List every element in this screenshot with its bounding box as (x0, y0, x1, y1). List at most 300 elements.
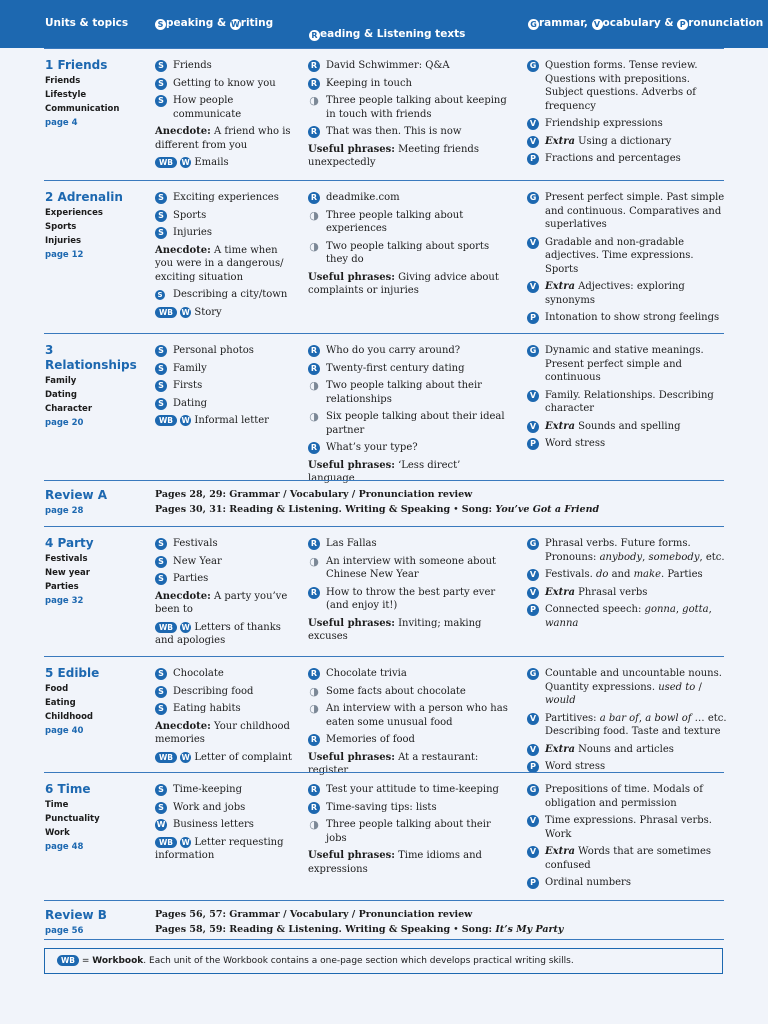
item-text: Describing a city/town (173, 289, 288, 300)
item-text: Time idioms and expressions (308, 850, 482, 875)
vocabulary-icon: V (527, 815, 539, 827)
item-text: Memories of food (326, 734, 415, 745)
review-bullet: • (450, 503, 462, 515)
vocabulary-icon: V (527, 744, 539, 756)
item-text: Emails (194, 157, 229, 168)
item-text: Getting to know you (173, 77, 276, 89)
unit-topic: Childhood (45, 712, 94, 722)
list-item (527, 344, 727, 385)
list-item (308, 667, 508, 681)
item-text: Using a dictionary (574, 135, 672, 147)
speaking-icon: S (155, 95, 167, 107)
pronunciation-icon: P (527, 877, 539, 889)
song-title: You’ve Got a Friend (495, 503, 600, 515)
unit-topic: Injuries (45, 236, 82, 246)
review-info (45, 908, 107, 938)
item-label: Useful phrases: (308, 850, 395, 861)
item-text: Word stress (545, 438, 606, 449)
unit-page: page 40 (45, 726, 84, 736)
list-item (155, 818, 295, 832)
list-item (155, 156, 295, 170)
review-line (155, 503, 599, 518)
list-item (527, 280, 727, 307)
list-item (308, 379, 508, 406)
list-item (155, 125, 295, 152)
list-item (155, 621, 295, 648)
writing-icon: W (181, 307, 190, 317)
item-label: Anecdote: (155, 126, 211, 137)
item-text: A party you’ve been to (155, 590, 288, 615)
unit-info (45, 666, 145, 738)
song-title: It’s My Party (495, 923, 564, 935)
unit-title: 2 Adrenalin (45, 190, 123, 204)
workbook-icon: WB (155, 157, 177, 168)
list-item (155, 306, 295, 320)
item-text: Who do you carry around? (326, 345, 461, 356)
item-text: Some facts about chocolate (326, 685, 466, 697)
v-icon: V (592, 19, 603, 30)
review-pages: Pages 58, 59: (155, 923, 230, 935)
unit-title: 3 Relationships (45, 343, 137, 372)
list-item (155, 590, 295, 617)
speaking-icon: S (155, 556, 167, 568)
s-icon: S (155, 19, 166, 30)
item-text: Two people talking about sports they do (326, 240, 490, 265)
reading-icon: R (308, 442, 320, 454)
list-item (527, 236, 727, 277)
item-text: How people communicate (173, 95, 242, 120)
list-item (527, 814, 727, 841)
list-item (308, 555, 508, 582)
item-text: Fractions and percentages (545, 153, 681, 164)
list-item (155, 720, 295, 747)
speaking-icon: S (155, 573, 167, 585)
review-desc: Grammar / Vocabulary / Pronunciation review (229, 909, 473, 920)
listening-icon: ◑ (309, 818, 319, 831)
reading-icon: R (308, 784, 320, 796)
item-text: A time when you were in a dangerous/ exciting situation (155, 244, 284, 283)
pronunciation-icon: P (527, 153, 539, 165)
item-text: An interview with someone about Chinese New Year (326, 555, 497, 580)
unit-info (45, 536, 145, 608)
list-item (527, 743, 727, 757)
unit-topic: Sports (45, 222, 77, 232)
item-text: deadmike.com (326, 192, 400, 203)
list-item (527, 783, 727, 810)
grammar-icon: G (527, 192, 539, 204)
speaking-icon: S (155, 668, 167, 680)
list-item (308, 586, 508, 613)
item-text: Partitives: a bar of, a bowl of … etc. Describing food. Taste and texture (545, 712, 727, 737)
list-item (527, 568, 727, 582)
pronunciation-icon: P (527, 312, 539, 324)
item-text: Intonation to show strong feelings (545, 312, 720, 323)
grammar-vocab-pron-column (527, 667, 727, 778)
list-item (527, 389, 727, 416)
list-item (308, 685, 508, 699)
list-item (308, 240, 508, 267)
unit-page: page 48 (45, 842, 84, 852)
list-item (308, 209, 508, 236)
list-item (308, 783, 508, 797)
workbook-note: WB = Workbook. Each unit of the Workbook contains a one-page section which develops practical writing skills. (44, 948, 723, 974)
w-icon: W (230, 20, 240, 29)
unit-topic: Friends (45, 76, 81, 86)
list-item (308, 344, 508, 358)
item-text: Connected speech: gonna, gotta, wanna (545, 604, 712, 629)
speaking-icon: S (155, 538, 167, 550)
reading-icon: R (308, 587, 320, 599)
review-page: page 28 (45, 506, 84, 516)
unit-topic: Dating (45, 390, 77, 400)
speaking-writing-column (155, 667, 295, 768)
list-item (155, 397, 295, 411)
writing-icon: W (181, 752, 190, 762)
grammar-vocab-pron-column (527, 191, 727, 329)
speaking-icon: S (155, 345, 167, 357)
vocabulary-icon: V (527, 390, 539, 402)
reading-icon: R (308, 60, 320, 72)
vocabulary-icon: V (527, 587, 539, 599)
item-text: Festivals (173, 538, 218, 549)
review-desc: Reading & Listening. Writing & Speaking (229, 923, 451, 935)
listening-icon: ◑ (309, 702, 319, 715)
item-text: David Schwimmer: Q&A (326, 60, 450, 71)
unit-topic: Work (45, 828, 70, 838)
list-item (155, 209, 295, 223)
header-grammar-vocab-pron: G rammar, V ocabulary & P ronunciation (528, 17, 763, 30)
item-text: Sports (173, 209, 207, 221)
item-text: Three people talking about experiences (326, 209, 464, 234)
list-item (155, 362, 295, 376)
song-label: Song: (461, 923, 496, 935)
list-item (527, 437, 727, 451)
item-text: A friend who is different from you (155, 126, 291, 151)
vocabulary-icon: V (527, 713, 539, 725)
review-bullet: • (450, 923, 462, 935)
item-text: Family. Relationships. Describing character (545, 389, 714, 414)
grammar-vocab-pron-column (527, 344, 727, 455)
listening-icon: ◑ (309, 684, 319, 698)
g-icon: G (528, 19, 539, 30)
workbook-icon: WB (155, 415, 177, 426)
list-item (155, 191, 295, 205)
row-divider (44, 656, 724, 657)
vocabulary-icon: V (527, 569, 539, 581)
vocabulary-icon: V (527, 421, 539, 433)
item-text: Firsts (173, 380, 203, 391)
item-text: Nouns and articles (574, 743, 674, 755)
header-units-topics: Units & topics (45, 17, 129, 29)
vocabulary-icon: V (527, 281, 539, 293)
extra-label: Extra (545, 281, 575, 292)
review-line (155, 488, 599, 503)
speaking-icon: S (155, 227, 167, 239)
item-text: Keeping in touch (326, 77, 412, 89)
listening-icon: ◑ (309, 410, 319, 423)
speaking-icon: S (155, 802, 167, 814)
grammar-vocab-pron-column (527, 59, 727, 170)
list-item (308, 191, 508, 205)
item-text: Sounds and spelling (574, 420, 681, 432)
list-item (155, 59, 295, 73)
item-text: Prepositions of time. Modals of obligation and permission (545, 784, 703, 809)
list-item (527, 135, 727, 149)
speaking-writing-column (155, 344, 295, 432)
item-text: Story (194, 306, 222, 318)
item-label: Anecdote: (155, 244, 211, 256)
speaking-icon: S (155, 192, 167, 204)
row-divider (44, 939, 724, 940)
workbook-icon: WB (155, 307, 177, 318)
list-item (155, 572, 295, 586)
review-desc: Reading & Listening. Writing & Speaking (229, 503, 451, 515)
list-item (155, 379, 295, 393)
speaking-icon: S (155, 380, 167, 392)
reading-icon: R (308, 126, 320, 138)
speaking-icon: S (155, 78, 167, 90)
row-divider (44, 333, 724, 334)
item-text: Words that are sometimes confused (545, 846, 712, 871)
item-text: Friendship expressions (545, 118, 663, 129)
reading-icon: R (308, 538, 320, 550)
list-item (155, 685, 295, 699)
item-text: Gradable and non-gradable adjectives. Time expressions. Sports (545, 236, 694, 275)
review-pages: Pages 28, 29: (155, 489, 230, 500)
grammar-vocab-pron-column (527, 537, 727, 634)
item-text: Twenty-first century dating (326, 362, 465, 374)
extra-label: Extra (545, 743, 575, 755)
item-text: Inviting; making excuses (308, 617, 482, 642)
listening-icon: ◑ (309, 94, 319, 107)
unit-page: page 32 (45, 596, 84, 606)
vocabulary-icon: V (527, 237, 539, 249)
list-item (527, 876, 727, 890)
writing-icon: W (181, 622, 190, 632)
unit-topic: Eating (45, 698, 76, 708)
reading-listening-column (308, 783, 508, 880)
reading-listening-column (308, 667, 508, 782)
item-text: Personal photos (173, 345, 254, 356)
review-desc: Grammar / Vocabulary / Pronunciation review (229, 489, 473, 500)
item-text: Three people talking about keeping in touch with friends (326, 95, 507, 120)
unit-info (45, 58, 145, 130)
item-text: Giving advice about complaints or injuries (308, 271, 499, 296)
row-divider (44, 526, 724, 527)
review-line (155, 923, 563, 938)
item-text: Chocolate (173, 668, 224, 679)
unit-topic: Communication (45, 104, 120, 114)
review-pages: Pages 56, 57: (155, 909, 230, 920)
workbook-icon: WB (155, 752, 177, 763)
review-text (155, 908, 563, 937)
header-reading-listening: R eading & Listening texts (309, 28, 465, 41)
unit-topic: New year (45, 568, 90, 578)
workbook-icon: WB (155, 837, 177, 848)
p-icon: P (677, 19, 688, 30)
list-item (527, 537, 727, 564)
speaking-icon: S (155, 60, 167, 72)
unit-info (45, 190, 145, 262)
item-text: Present perfect simple. Past simple and continuous. Comparatives and superlatives (545, 192, 725, 230)
item-text: Dating (173, 397, 208, 409)
list-item (308, 751, 508, 778)
list-item (308, 441, 508, 455)
review-text (155, 488, 599, 517)
item-text: Question forms. Tense review. Questions with prepositions. Subject questions. Adverbs of frequency (545, 60, 698, 112)
item-text: Letters of thanks and apologies (155, 621, 281, 646)
reading-icon: R (308, 345, 320, 357)
row-divider (44, 48, 724, 49)
reading-icon: R (308, 668, 320, 680)
review-line (155, 908, 563, 923)
r-icon: R (309, 30, 320, 41)
list-item (527, 152, 727, 166)
list-item (527, 311, 727, 325)
list-item (527, 586, 727, 600)
item-text: At a restaurant: register (308, 751, 479, 776)
item-label: Anecdote: (155, 720, 211, 732)
reading-icon: R (308, 78, 320, 90)
review-info (45, 488, 107, 518)
writing-icon: W (181, 416, 190, 425)
row-divider (44, 772, 724, 773)
speaking-writing-column (155, 191, 295, 323)
vocabulary-icon: V (527, 846, 539, 858)
grammar-vocab-pron-column (527, 783, 727, 894)
item-text: Phrasal verbs. Future forms. Pronouns: anybody, somebody, etc. (545, 538, 725, 563)
unit-info (45, 782, 145, 854)
item-text: Meeting friends unexpectedly (308, 143, 479, 168)
item-label: Useful phrases: (308, 751, 395, 763)
unit-title: 4 Party (45, 536, 94, 550)
unit-title: 5 Edible (45, 666, 100, 680)
item-text: Informal letter (194, 415, 269, 426)
item-text: Parties (173, 573, 209, 584)
unit-topic: Food (45, 684, 69, 694)
item-text: Your childhood memories (155, 720, 290, 745)
list-item (155, 783, 295, 797)
list-item (308, 459, 508, 486)
list-item (527, 59, 727, 113)
list-item (527, 603, 727, 630)
row-divider (44, 480, 724, 481)
reading-listening-column (308, 537, 508, 648)
item-text: ‘Less direct’ language (308, 459, 461, 484)
unit-page: page 12 (45, 250, 84, 260)
item-text: Business letters (173, 819, 254, 830)
item-text: Six people talking about their ideal partner (326, 411, 505, 436)
unit-topic: Lifestyle (45, 90, 87, 100)
extra-label: Extra (545, 135, 575, 147)
item-text: Time-saving tips: lists (326, 801, 437, 813)
item-text: Ordinal numbers (545, 877, 631, 888)
table-header (0, 0, 768, 48)
list-item (155, 226, 295, 240)
unit-topic: Experiences (45, 208, 103, 218)
item-text: Festivals. do and make. Parties (545, 569, 703, 580)
list-item (308, 125, 508, 139)
list-item (527, 712, 727, 739)
item-label: Useful phrases: (308, 617, 395, 629)
pronunciation-icon: P (527, 604, 539, 616)
pronunciation-icon: P (527, 761, 539, 773)
unit-title: 6 Time (45, 782, 91, 796)
list-item (155, 555, 295, 569)
list-item (155, 751, 295, 765)
list-item (308, 271, 508, 298)
list-item (308, 702, 508, 729)
pronunciation-icon: P (527, 438, 539, 450)
item-text: Two people talking about their relationships (326, 380, 482, 405)
workbook-icon: WB (155, 622, 177, 633)
item-text: Letter requesting information (155, 836, 284, 861)
header-speaking-writing: S peaking & Writing (155, 17, 273, 30)
item-text: Test your attitude to time-keeping (326, 784, 499, 795)
listening-icon: ◑ (309, 379, 319, 392)
list-item (308, 849, 508, 876)
writing-icon: W (156, 820, 166, 829)
grammar-icon: G (527, 345, 539, 357)
list-item (308, 537, 508, 551)
unit-page: page 4 (45, 118, 78, 128)
speaking-icon: S (155, 398, 167, 410)
item-text: Chocolate trivia (326, 668, 407, 679)
speaking-icon: S (155, 290, 165, 300)
item-text: Letter of complaint (194, 751, 293, 763)
list-item (308, 801, 508, 815)
item-text: Word stress (545, 761, 606, 772)
grammar-icon: G (527, 668, 539, 680)
speaking-writing-column (155, 537, 295, 652)
unit-topic: Family (45, 376, 77, 386)
extra-label: Extra (545, 586, 575, 598)
speaking-icon: S (155, 784, 167, 796)
item-label: Useful phrases: (308, 271, 395, 283)
unit-page: page 20 (45, 418, 84, 428)
row-divider (44, 180, 724, 181)
item-text: Las Fallas (326, 538, 377, 549)
listening-icon: ◑ (309, 208, 319, 222)
list-item (155, 288, 295, 302)
workbook-icon: WB (57, 955, 79, 966)
song-label: Song: (461, 503, 496, 515)
speaking-icon: S (155, 703, 167, 715)
item-text: Work and jobs (173, 801, 246, 813)
item-text: Time expressions. Phrasal verbs. Work (545, 815, 712, 840)
unit-topic: Parties (45, 582, 79, 592)
reading-icon: R (308, 734, 320, 746)
list-item (308, 143, 508, 170)
unit-title: 1 Friends (45, 58, 108, 72)
extra-label: Extra (545, 846, 575, 857)
review-title: Review A (45, 488, 108, 502)
speaking-icon: S (155, 363, 167, 375)
row-divider (44, 900, 724, 901)
speaking-icon: S (155, 686, 167, 698)
item-text: New Year (173, 555, 222, 567)
reading-listening-column (308, 59, 508, 174)
list-item (155, 801, 295, 815)
list-item (308, 94, 508, 121)
unit-topic: Time (45, 800, 69, 810)
writing-icon: W (181, 158, 190, 167)
extra-label: Extra (545, 420, 575, 432)
item-text: Three people talking about their jobs (326, 819, 491, 844)
item-text: Injuries (173, 227, 212, 238)
listening-icon: ◑ (309, 554, 319, 568)
list-item (155, 344, 295, 358)
